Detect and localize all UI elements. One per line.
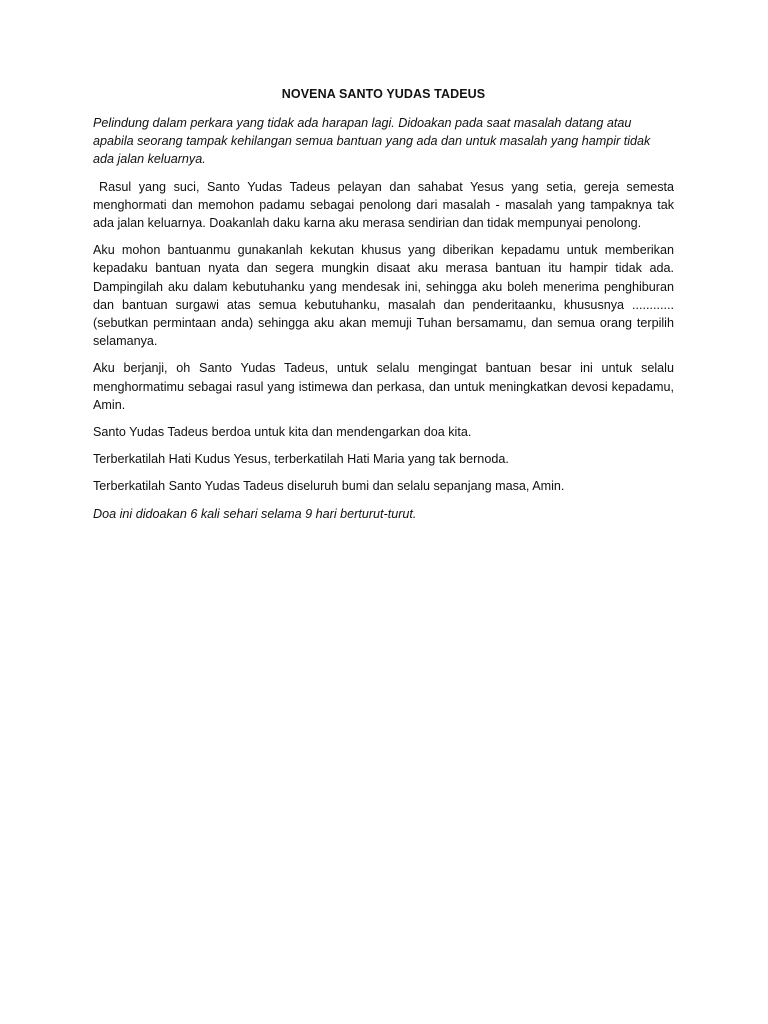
closing-instruction: Doa ini didoakan 6 kali sehari selama 9 hari berturut-turut.: [93, 506, 417, 521]
document-page: [93, 86, 674, 532]
prayer-line-1: Santo Yudas Tadeus berdoa untuk kita dan mendengarkan doa kita.: [93, 425, 472, 440]
document-title: NOVENA SANTO YUDAS TADEUS: [281, 87, 486, 101]
intro-paragraph: Pelindung dalam perkara yang tidak ada harapan lagi. Didoakan pada saat masalah datang atau apabila seorang tampak kehilangan semua bantuan yang ada dan untuk masalah yang hampir tidak ada jalan keluarnya.: [93, 116, 651, 167]
prayer-line-2: Terberkatilah Hati Kudus Yesus, terberkatilah Hati Maria yang tak bernoda.: [93, 452, 509, 467]
prayer-paragraph-3: Aku berjanji, oh Santo Yudas Tadeus, untuk selalu mengingat bantuan besar ini untuk selalu menghormatimu sebagai rasul yang istimewa dan perkasa, dan untuk meningkatkan devosi kepadamu, Amin.: [93, 361, 674, 412]
prayer-paragraph-1: Rasul yang suci, Santo Yudas Tadeus pelayan dan sahabat Yesus yang setia, gereja semesta menghormati dan memohon padamu sebagai penolong dari masalah - masalah yang tampaknya tak ada jalan keluarnya. Doakanlah daku karna aku merasa sendirian dan tidak mempunyai penolong.: [93, 179, 674, 231]
prayer-paragraph-2: Aku mohon bantuanmu gunakanlah kekutan khusus yang diberikan kepadamu untuk memberikan kepadaku bantuan nyata dan segera mungkin disaat aku merasa bantuan itu hampir tidak ada. Dampingilah aku dalam kebutuhanku yang mendesak ini, sehingga aku boleh menerima penghiburan dan bantuan surgawi atas semua kebutuhanku, masalah dan penderitaanku, khususnya ............ (sebutkan permintaan anda) sehingga aku akan memuji Tuhan bersamamu, dan semua orang terpilih selamanya.: [93, 243, 674, 349]
prayer-line-3: Terberkatilah Santo Yudas Tadeus diseluruh bumi dan selalu sepanjang masa, Amin.: [93, 479, 565, 494]
